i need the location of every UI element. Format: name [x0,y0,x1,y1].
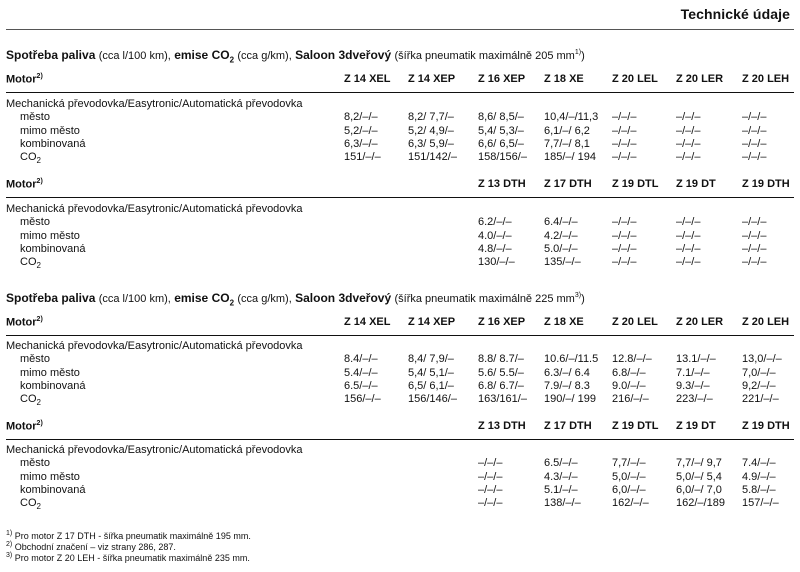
engine-column-header: Z 13 DTH [478,420,526,432]
value-cell: 162/–/– [612,497,649,510]
value-cell: 7,7/–/– [612,457,646,470]
transmission-group-label: Mechanická převodovka/Easytronic/Automatická převodovka [6,340,303,352]
title-fuel: Spotřeba paliva [6,48,96,62]
header-divider [6,29,794,30]
group-row [6,340,794,353]
value-cell: 6,5/ 6,1/– [408,379,454,392]
row-label [20,353,50,366]
motor-footnote-mark: 2) [36,178,43,185]
value-cell: –/–/– [742,137,767,150]
value-cell: 6.3/–/ 6.4 [544,366,590,379]
engine-header-row [6,418,794,436]
value-cell: 185/–/ 194 [544,151,596,164]
footnote [6,552,250,563]
value-cell: 7.9/–/ 8.3 [544,379,590,392]
row-label [20,125,80,138]
row-label [20,216,50,229]
value-cell: 8.8/ 8.7/– [478,353,524,366]
value-cell: 5.6/ 5.5/– [478,366,524,379]
title-close-paren: ) [581,50,585,62]
value-cell: –/–/– [478,483,503,496]
table-row [6,367,794,380]
table-row [6,484,794,497]
value-cell: –/–/– [742,229,767,242]
table-row [6,457,794,470]
value-cell: –/–/– [612,242,637,255]
table-row [6,138,794,151]
title-tyre-note: (šířka pneumatik maximálně 225 mm [394,293,575,305]
row-label [20,243,85,256]
footnote-text: Pro motor Z 20 LEH - šířka pneumatik maximálně 235 mm. [14,553,250,563]
engine-column-header: Z 20 LEL [612,73,658,85]
value-cell: 5.0/–/– [544,242,578,255]
footnote-mark: 1) [6,530,13,537]
value-cell: –/–/– [742,124,767,137]
motor-footnote-mark: 2) [36,316,43,323]
table-row [6,471,794,484]
row-label-text: CO [20,497,37,510]
value-cell: –/–/– [742,151,767,164]
engine-header-row [6,176,794,194]
value-cell: 5,4/ 5,3/– [478,124,524,137]
motor-footnote-mark: 2) [36,420,43,427]
motor-label [6,73,43,86]
value-cell: –/–/– [676,256,701,269]
value-cell: –/–/– [612,124,637,137]
motor-label-text: Motor [6,316,37,329]
value-cell: 130/–/– [478,256,515,269]
section-title [6,291,585,307]
footnote-mark: 2) [6,541,13,548]
value-cell: 138/–/– [544,497,581,510]
motor-footnote-mark: 2) [36,73,43,80]
value-cell: –/–/– [676,151,701,164]
value-cell: 13.1/–/– [676,353,716,366]
section-title [6,48,585,64]
value-cell: 10,4/–/11,3 [544,111,599,124]
transmission-group-label: Mechanická převodovka/Easytronic/Automatická převodovka [6,444,303,456]
value-cell: 7,7/–/ 9,7 [676,457,722,470]
value-cell: 6.5/–/– [544,457,578,470]
row-label [20,471,80,484]
value-cell: 135/–/– [544,256,581,269]
value-cell: 4.9/–/– [742,470,776,483]
row-label-text: mimo město [20,229,80,242]
value-cell: 6,3/–/– [344,137,378,150]
row-label [20,484,85,497]
engine-column-header: Z 19 DT [676,178,716,190]
row-label-text: mimo město [20,124,80,137]
value-cell: 5,2/–/– [344,124,378,137]
row-label [20,393,41,409]
value-cell: –/–/– [676,216,701,229]
engine-column-header: Z 14 XEL [344,73,391,85]
engine-column-header: Z 17 DTH [544,178,592,190]
value-cell: 8,4/ 7,9/– [408,353,454,366]
row-label [20,151,41,167]
value-cell: 5.1/–/– [544,483,578,496]
value-cell: 5.4/–/– [344,366,378,379]
value-cell: 7,7/–/ 8,1 [544,137,590,150]
value-cell: 6,0/–/ 7,0 [676,483,722,496]
table-row [6,256,794,269]
title-fuel: Spotřeba paliva [6,291,96,305]
value-cell: 7.1/–/– [676,366,710,379]
value-cell: –/–/– [478,470,503,483]
row-label-text: mimo město [20,366,80,379]
title-subscript: 2 [229,55,235,65]
value-cell: 6.4/–/– [544,216,578,229]
value-cell: 12.8/–/– [612,353,652,366]
table-divider [6,92,794,93]
engine-column-header: Z 20 LEH [742,73,790,85]
row-label-subscript: 2 [36,156,41,166]
engine-column-header: Z 20 LER [676,316,724,328]
group-row [6,444,794,457]
value-cell: 6.5/–/– [344,379,378,392]
title-units-2: (cca g/km), [237,50,292,62]
value-cell: 5.8/–/– [742,483,776,496]
row-label-text: CO [20,151,37,164]
engine-column-header: Z 20 LEH [742,316,790,328]
row-label-text: CO [20,256,37,269]
row-label [20,457,50,470]
value-cell: –/–/– [742,111,767,124]
value-cell: 4.2/–/– [544,229,578,242]
value-cell: 5,0/–/– [612,470,646,483]
row-label-text: kombinovaná [20,379,86,392]
value-cell: 162/–/189 [676,497,725,510]
row-label [20,138,85,151]
table-row [6,125,794,138]
title-units: (cca l/100 km), [98,50,171,62]
value-cell: 4.3/–/– [544,470,578,483]
value-cell: 151/–/– [344,151,381,164]
value-cell: –/–/– [676,124,701,137]
value-cell: –/–/– [612,137,637,150]
row-label [20,256,41,272]
value-cell: 6,1/–/ 6,2 [544,124,590,137]
table-row [6,230,794,243]
value-cell: –/–/– [676,111,701,124]
engine-column-header: Z 19 DTL [612,178,659,190]
page-title: Technické údaje [680,6,790,22]
row-label-text: kombinovaná [20,242,86,255]
value-cell: 6,0/–/– [612,483,646,496]
value-cell: –/–/– [742,256,767,269]
value-cell: 8,2/ 7,7/– [408,111,454,124]
row-label-text: mimo město [20,470,80,483]
table-divider [6,197,794,198]
row-label [20,497,41,513]
table-divider [6,335,794,336]
transmission-group-label: Mechanická převodovka/Easytronic/Automatická převodovka [6,98,303,110]
row-label-subscript: 2 [36,398,41,408]
row-label-text: město [20,111,50,124]
value-cell: –/–/– [612,216,637,229]
table-row [6,151,794,164]
value-cell: 4.0/–/– [478,229,512,242]
title-tyre-note: (šířka pneumatik maximálně 205 mm [394,50,575,62]
value-cell: 5,2/ 4,9/– [408,124,454,137]
title-close-paren: ) [581,293,585,305]
table-row [6,380,794,393]
value-cell: 9.3/–/– [676,379,710,392]
row-label-text: město [20,457,50,470]
row-label-text: město [20,353,50,366]
value-cell: –/–/– [612,111,637,124]
table-row [6,393,794,406]
value-cell: 8.4/–/– [344,353,378,366]
table-row [6,497,794,510]
row-label-text: kombinovaná [20,137,86,150]
row-label [20,380,85,393]
title-units: (cca l/100 km), [98,293,171,305]
engine-column-header: Z 20 LER [676,73,724,85]
footnote-text: Obchodní značení – viz strany 286, 287. [14,542,176,552]
value-cell: –/–/– [612,151,637,164]
value-cell: 151/142/– [408,151,457,164]
value-cell: 9.0/–/– [612,379,646,392]
title-units-2: (cca g/km), [237,293,292,305]
row-label-text: CO [20,393,37,406]
value-cell: 223/–/– [676,393,713,406]
title-emission: emise CO [174,291,230,305]
engine-column-header: Z 16 XEP [478,316,526,328]
value-cell: 6,6/ 6,5/– [478,137,524,150]
title-subscript: 2 [229,298,235,308]
value-cell: –/–/– [612,256,637,269]
value-cell: 216/–/– [612,393,649,406]
group-row [6,203,794,216]
value-cell: 4.8/–/– [478,242,512,255]
engine-column-header: Z 18 XE [544,316,584,328]
table-row [6,243,794,256]
value-cell: 156/146/– [408,393,457,406]
motor-label [6,420,43,433]
row-label [20,230,80,243]
value-cell: 6,3/ 5,9/– [408,137,454,150]
row-label-subscript: 2 [36,261,41,271]
table-row [6,111,794,124]
engine-column-header: Z 20 LEL [612,316,658,328]
value-cell: 190/–/ 199 [544,393,596,406]
value-cell: 10.6/–/11.5 [544,353,599,366]
value-cell: 8,6/ 8,5/– [478,111,524,124]
value-cell: 221/–/– [742,393,779,406]
value-cell: 6.8/–/– [612,366,646,379]
value-cell: –/–/– [478,497,503,510]
value-cell: 6.8/ 6.7/– [478,379,524,392]
engine-header-row [6,71,794,89]
row-label [20,111,50,124]
value-cell: 157/–/– [742,497,779,510]
value-cell: 5,0/–/ 5,4 [676,470,722,483]
engine-column-header: Z 14 XEP [408,316,456,328]
value-cell: –/–/– [478,457,503,470]
row-label-text: kombinovaná [20,483,86,496]
title-footnote-mark: 3) [574,292,582,299]
engine-column-header: Z 18 XE [544,73,584,85]
value-cell: –/–/– [676,137,701,150]
value-cell: 156/–/– [344,393,381,406]
engine-column-header: Z 17 DTH [544,420,592,432]
footnote [6,530,251,541]
value-cell: 13,0/–/– [742,353,782,366]
title-footnote-mark: 1) [574,49,582,56]
engine-header-row [6,314,794,332]
title-emission: emise CO [174,48,230,62]
value-cell: –/–/– [612,229,637,242]
row-label-text: město [20,216,50,229]
table-row [6,353,794,366]
table-row [6,216,794,229]
group-row [6,98,794,111]
engine-column-header: Z 19 DT [676,420,716,432]
value-cell: –/–/– [676,229,701,242]
engine-column-header: Z 14 XEL [344,316,391,328]
value-cell: –/–/– [742,242,767,255]
value-cell: 163/161/– [478,393,527,406]
value-cell: 7,0/–/– [742,366,776,379]
row-label [20,367,80,380]
motor-label [6,178,43,191]
engine-column-header: Z 19 DTH [742,178,790,190]
engine-column-header: Z 13 DTH [478,178,526,190]
motor-label-text: Motor [6,420,37,433]
motor-label-text: Motor [6,178,37,191]
title-body-type: Saloon 3dveřový [295,291,392,305]
engine-column-header: Z 16 XEP [478,73,526,85]
engine-column-header: Z 19 DTL [612,420,659,432]
engine-column-header: Z 14 XEP [408,73,456,85]
value-cell: 8,2/–/– [344,111,378,124]
motor-label-text: Motor [6,73,37,86]
title-body-type: Saloon 3dveřový [295,48,392,62]
value-cell: –/–/– [742,216,767,229]
table-divider [6,439,794,440]
transmission-group-label: Mechanická převodovka/Easytronic/Automatická převodovka [6,203,303,215]
value-cell: 6.2/–/– [478,216,512,229]
value-cell: –/–/– [676,242,701,255]
row-label-subscript: 2 [36,502,41,512]
value-cell: 7.4/–/– [742,457,776,470]
value-cell: 9,2/–/– [742,379,776,392]
motor-label [6,316,43,329]
footnote [6,541,176,552]
footnote-mark: 3) [6,552,13,559]
footnote-text: Pro motor Z 17 DTH - šířka pneumatik maximálně 195 mm. [14,531,251,541]
value-cell: 158/156/– [478,151,527,164]
value-cell: 5,4/ 5,1/– [408,366,454,379]
engine-column-header: Z 19 DTH [742,420,790,432]
